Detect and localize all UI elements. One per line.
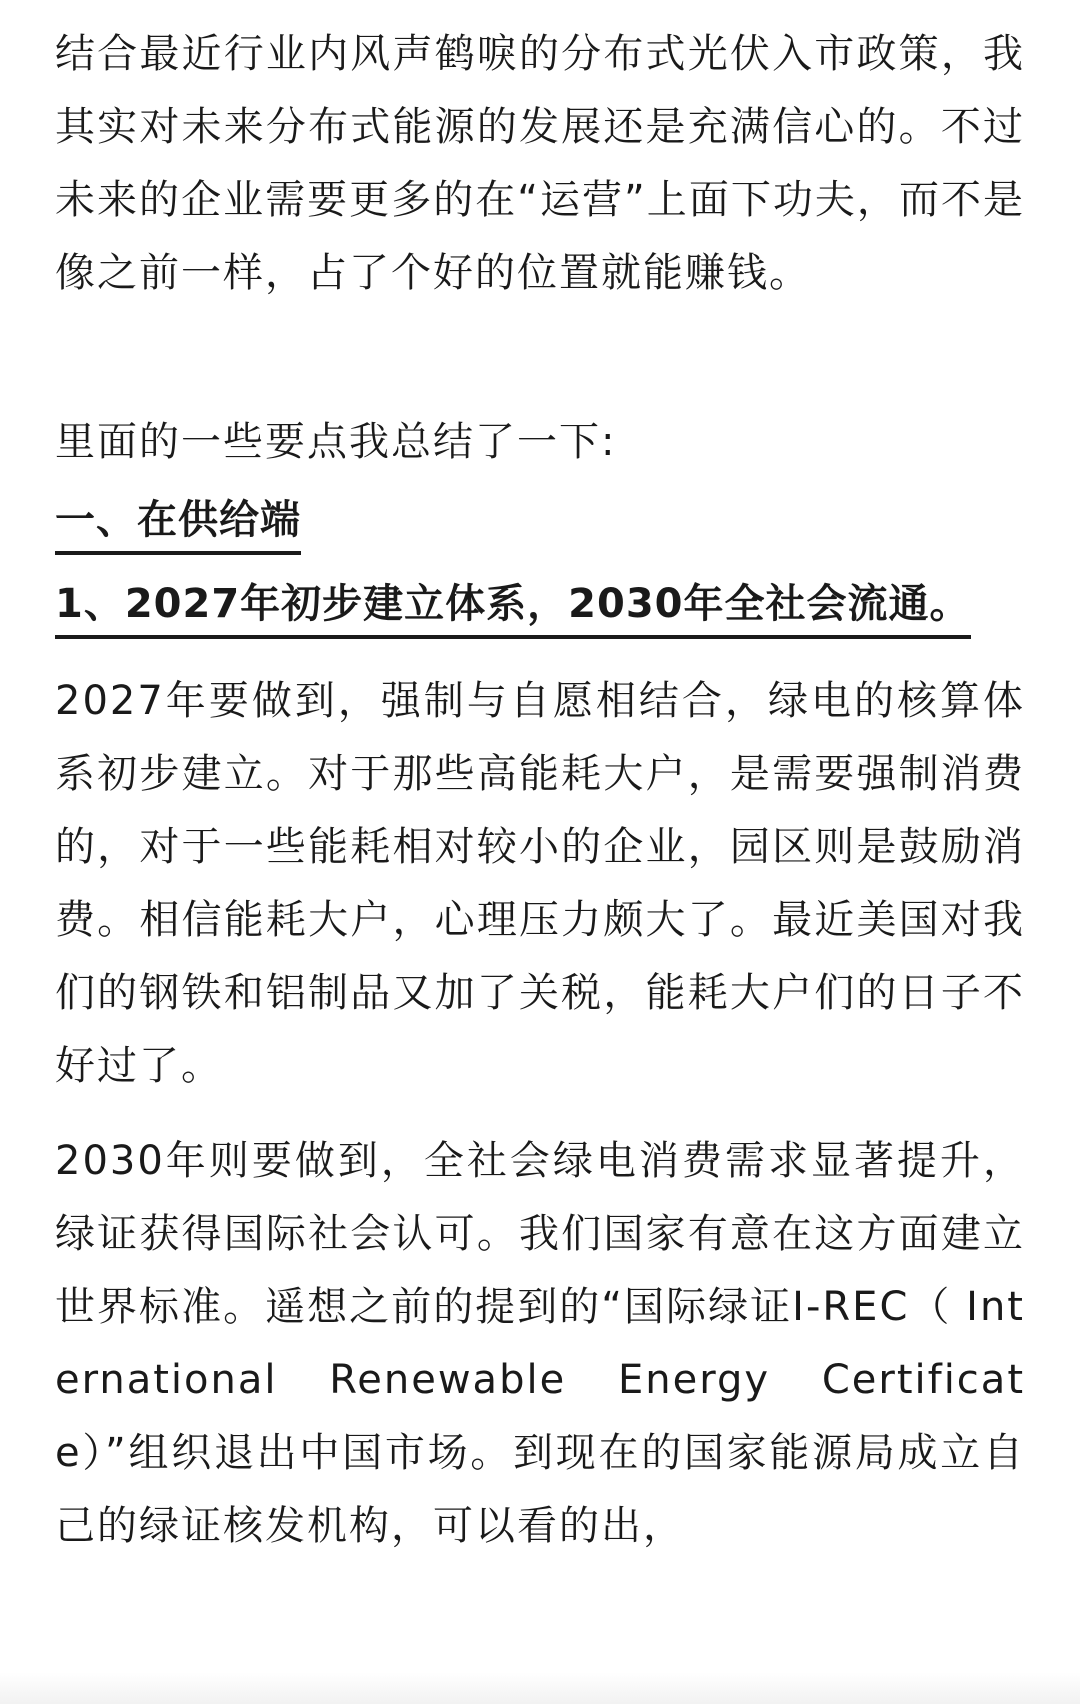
article-body bbox=[55, 18, 1025, 1563]
subheading: 1、2027年初步建立体系，2030年全社会流通。 bbox=[55, 573, 971, 639]
section-heading: 一、在供给端 bbox=[55, 489, 301, 555]
subheading-wrap bbox=[55, 573, 1025, 639]
paragraph-2030: 2030年则要做到，全社会绿电消费需求显著提升，绿证获得国际社会认可。我们国家有意在这方面建立世界标准。遥想之前的提到的“国际绿证I-REC（ International Renewable Energy Certificate）”组织退出中国市场。到现在的国家能源局成立自己的绿证核发机构，可以看的出， bbox=[55, 1138, 1025, 1549]
summary-intro: 里面的一些要点我总结了一下: bbox=[55, 419, 617, 465]
bottom-fade bbox=[0, 1672, 1080, 1704]
section-heading-wrap bbox=[55, 489, 1025, 555]
intro-paragraph: 结合最近行业内风声鹤唳的分布式光伏入市政策，我其实对未来分布式能源的发展还是充满信心的。不过未来的企业需要更多的在“运营”上面下功夫，而不是像之前一样，占了个好的位置就能赚钱。 bbox=[55, 31, 1025, 296]
paragraph-spacer bbox=[55, 310, 1025, 406]
paragraph-2027: 2027年要做到，强制与自愿相结合，绿电的核算体系初步建立。对于那些高能耗大户，是需要强制消费的，对于一些能耗相对较小的企业，园区则是鼓励消费。相信能耗大户，心理压力颇大了。最近美国对我们的钢铁和铝制品又加了关税，能耗大户们的日子不好过了。 bbox=[55, 678, 1025, 1089]
